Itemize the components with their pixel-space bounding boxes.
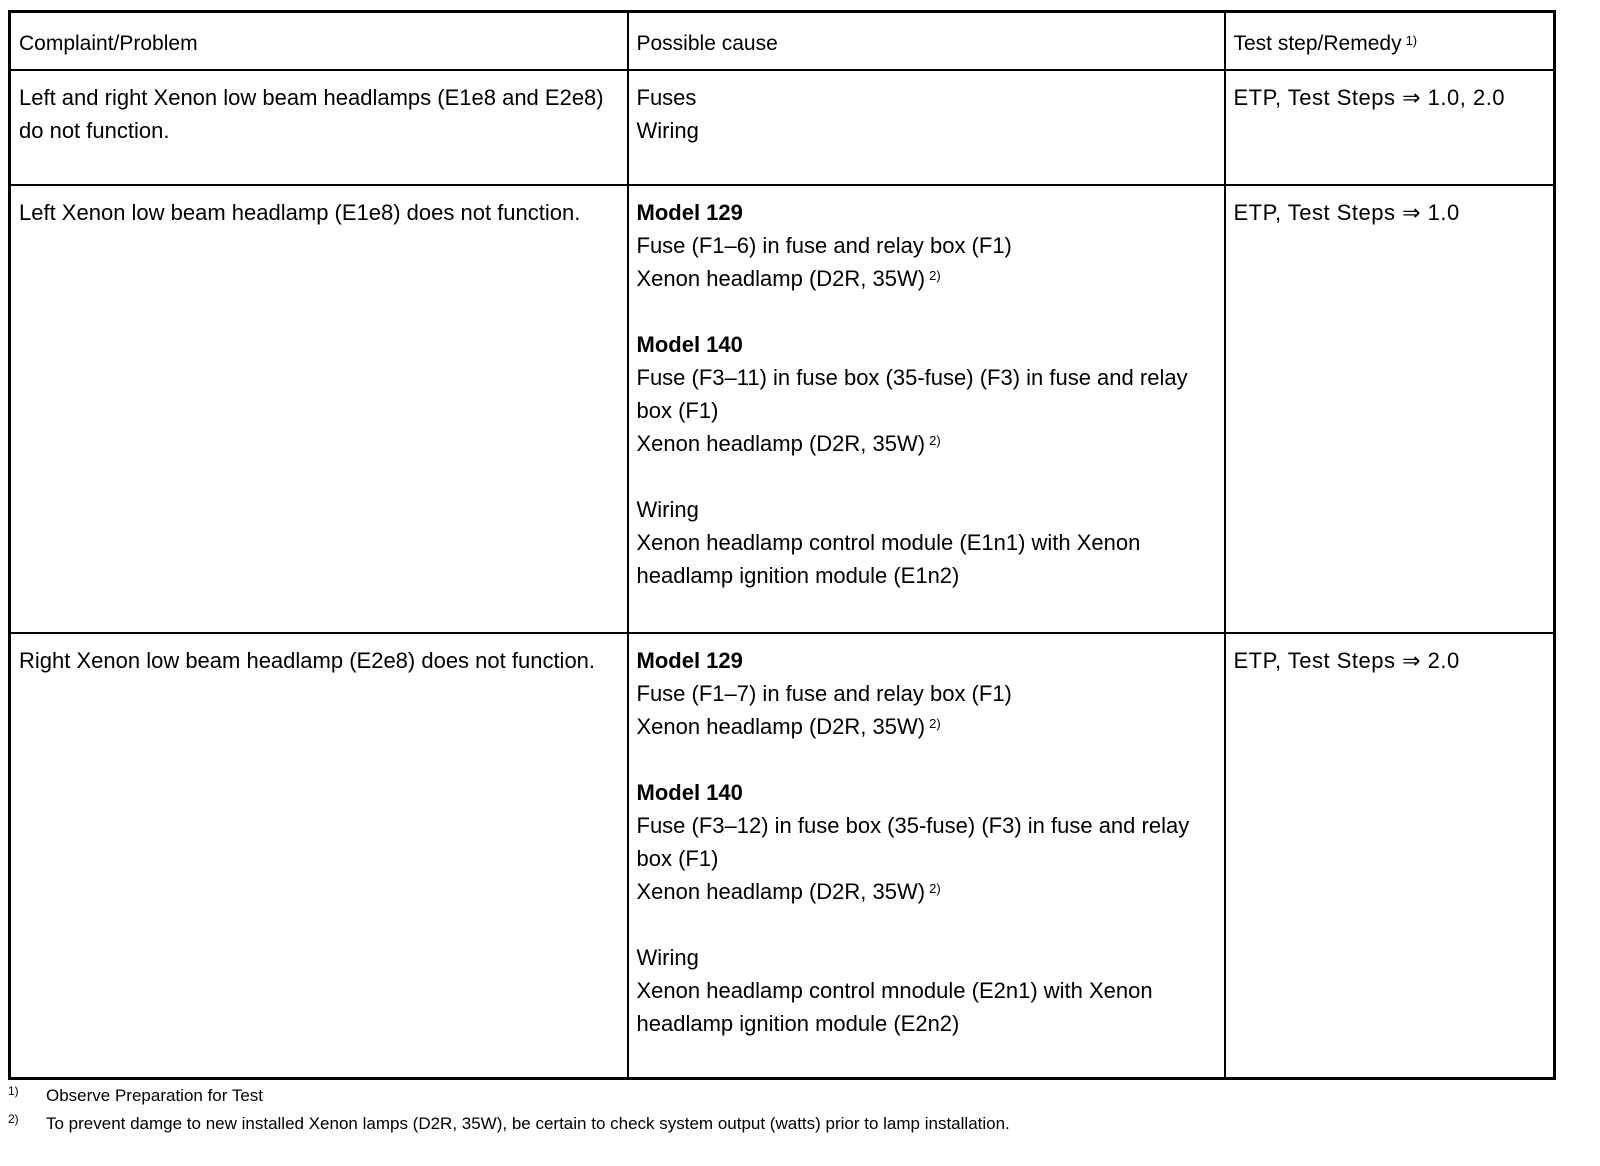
footnotes: [8, 1082, 1568, 1138]
cause-line: Fuse (F3–12) in fuse box (35-fuse) (F3) in fuse and relay box (F1): [636, 812, 1190, 871]
cause-line: [637, 427, 1216, 460]
model-heading: Model 140: [636, 331, 743, 357]
diagnosis-table: [8, 10, 1556, 1080]
table-header-row: [10, 12, 1555, 70]
cause-line: [637, 262, 1216, 295]
remedy-cell: ETP, Test Steps ⇒ 1.0, 2.0: [1225, 70, 1555, 185]
cause-line: Fuse (F1–7) in fuse and relay box (F1): [636, 680, 1012, 706]
table-row: [10, 185, 1555, 633]
footnote: [8, 1082, 1568, 1110]
footnote-ref: 2): [929, 715, 941, 731]
footnote-ref: 2): [929, 432, 941, 448]
cause-text: Xenon headlamp (D2R, 35W): [636, 713, 926, 739]
cause-text: Xenon headlamp (D2R, 35W): [636, 430, 926, 456]
model-heading: Model 140: [636, 779, 743, 805]
footnote-text: To prevent damge to new installed Xenon lamps (D2R, 35W), be certain to check system output (watts) prior to lamp installation.: [46, 1114, 1010, 1133]
complaint-cell: Left Xenon low beam headlamp (E1e8) does not function.: [10, 185, 628, 633]
footnote: [8, 1110, 1568, 1138]
cause-line: Wiring: [636, 496, 699, 522]
footnote-ref: 1): [1405, 33, 1418, 48]
cause-cell: [628, 185, 1225, 633]
header-cause: Possible cause: [628, 12, 1225, 70]
cause-line: [637, 875, 1216, 908]
remedy-cell: ETP, Test Steps ⇒ 2.0: [1225, 633, 1555, 1079]
header-remedy-label: Test step/Remedy: [1233, 32, 1402, 55]
remedy-cell: ETP, Test Steps ⇒ 1.0: [1225, 185, 1555, 633]
complaint-cell: Left and right Xenon low beam headlamps (E1e8 and E2e8) do not function.: [10, 70, 628, 185]
header-complaint: Complaint/Problem: [10, 12, 628, 70]
footnote-ref: 2): [929, 267, 941, 283]
table-row: [10, 70, 1555, 185]
cause-text: Xenon headlamp (D2R, 35W): [636, 265, 926, 291]
cause-line: [637, 710, 1216, 743]
cause-line: Xenon headlamp control module (E1n1) with Xenon headlamp ignition module (E1n2): [636, 529, 1141, 588]
cause-line: Fuses: [636, 84, 697, 110]
table-row: [10, 633, 1555, 1079]
cause-cell: [628, 633, 1225, 1079]
cause-line: Fuse (F1–6) in fuse and relay box (F1): [636, 232, 1012, 258]
cause-text: Xenon headlamp (D2R, 35W): [636, 878, 926, 904]
complaint-cell: Right Xenon low beam headlamp (E2e8) does not function.: [10, 633, 628, 1079]
model-heading: Model 129: [636, 647, 743, 673]
footnote-text: Observe Preparation for Test: [46, 1086, 264, 1105]
cause-cell: [628, 70, 1225, 185]
header-remedy: [1225, 12, 1555, 70]
footnote-ref: 2): [929, 880, 941, 896]
footnote-mark: 2): [8, 1112, 19, 1126]
cause-line: Wiring: [636, 117, 699, 143]
cause-line: Wiring: [636, 944, 699, 970]
cause-line: Xenon headlamp control mnodule (E2n1) with Xenon headlamp ignition module (E2n2): [636, 977, 1153, 1036]
cause-line: Fuse (F3–11) in fuse box (35-fuse) (F3) in fuse and relay box (F1): [636, 364, 1188, 423]
footnote-mark: 1): [8, 1084, 19, 1098]
model-heading: Model 129: [636, 199, 743, 225]
